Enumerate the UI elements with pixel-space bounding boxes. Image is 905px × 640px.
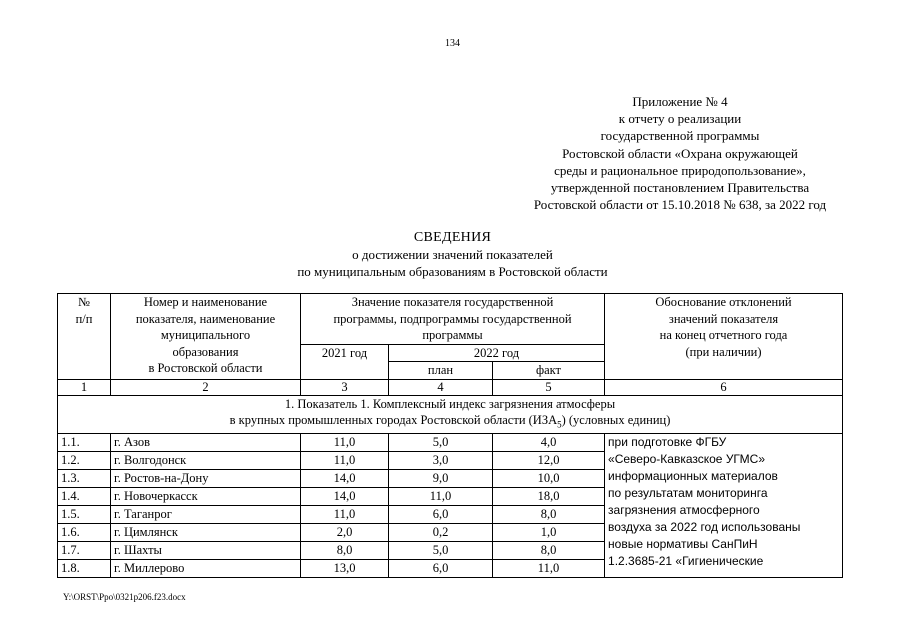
- row-2021: 14,0: [301, 470, 389, 488]
- header-text: Значение показателя государственной: [351, 295, 554, 309]
- appendix-line: среды и рациональное природопользование»,: [554, 162, 806, 178]
- row-num: 1.4.: [58, 488, 111, 506]
- row-plan: 6,0: [389, 560, 493, 578]
- row-2021: 8,0: [301, 542, 389, 560]
- header-fact: факт: [493, 362, 605, 380]
- justification-line: новые нормативы СанПиН: [608, 537, 758, 551]
- row-name: г. Цимлянск: [111, 524, 301, 542]
- row-num: 1.3.: [58, 470, 111, 488]
- row-plan: 0,2: [389, 524, 493, 542]
- appendix-line: утвержденной постановлением Правительства: [550, 180, 810, 196]
- header-text: программы, подпрограммы государственной: [333, 311, 572, 326]
- appendix-line: Приложение № 4: [632, 94, 728, 109]
- justification-line: загрязнения атмосферного: [608, 503, 760, 517]
- header-justification: [605, 294, 843, 380]
- column-number: 3: [301, 379, 389, 395]
- row-plan: 5,0: [389, 542, 493, 560]
- header-text: Номер и наименование: [143, 295, 268, 309]
- header-text: №: [78, 295, 90, 309]
- row-2021: 14,0: [301, 488, 389, 506]
- file-path-footer: Y:\ORST\Ppo\0321p206.f23.docx: [63, 592, 186, 602]
- row-name: г. Таганрог: [111, 506, 301, 524]
- column-number: 2: [111, 379, 301, 395]
- row-2021: 11,0: [301, 506, 389, 524]
- row-fact: 11,0: [493, 560, 605, 578]
- section-line: 1. Показатель 1. Комплексный индекс загрязнения атмосферы: [284, 396, 616, 411]
- header-text: показателя, наименование: [135, 311, 276, 326]
- header-text: п/п: [75, 311, 93, 326]
- appendix-line: к отчету о реализации: [618, 111, 742, 127]
- header-text: (при наличии): [685, 344, 762, 359]
- row-num: 1.6.: [58, 524, 111, 542]
- row-plan: 3,0: [389, 452, 493, 470]
- justification-line: воздуха за 2022 год использованы: [608, 520, 801, 534]
- header-text: Обоснование отклонений: [655, 295, 792, 309]
- header-text: муниципального: [160, 328, 251, 342]
- row-fact: 10,0: [493, 470, 605, 488]
- row-fact: 8,0: [493, 542, 605, 560]
- column-number: 1: [58, 379, 111, 395]
- row-plan: 5,0: [389, 434, 493, 452]
- header-2022: 2022 год: [389, 344, 605, 362]
- section-line: [61, 412, 839, 433]
- section-header: [58, 395, 843, 434]
- justification-line: при подготовке ФГБУ: [608, 435, 727, 449]
- appendix-header: [500, 93, 860, 213]
- justification-line: «Северо-Кавказское УГМС»: [608, 452, 765, 466]
- justification-line: по результатам мониторинга: [608, 486, 768, 500]
- row-2021: 13,0: [301, 560, 389, 578]
- header-num: [58, 294, 111, 380]
- header-text: значений показателя: [668, 311, 779, 326]
- table-row: [58, 434, 843, 452]
- column-number: 4: [389, 379, 493, 395]
- justification-cell: [605, 434, 843, 578]
- section-subscript: 5: [557, 419, 562, 430]
- section-text: ) (условных единиц): [561, 413, 671, 427]
- row-name: г. Азов: [111, 434, 301, 452]
- appendix-line: государственной программы: [600, 128, 760, 144]
- document-subtitle: по муниципальным образованиям в Ростовской области: [297, 264, 608, 279]
- document-title: СВЕДЕНИЯ: [413, 230, 492, 245]
- row-fact: 12,0: [493, 452, 605, 470]
- header-2021: 2021 год: [301, 344, 389, 379]
- row-num: 1.8.: [58, 560, 111, 578]
- row-plan: 11,0: [389, 488, 493, 506]
- row-name: г. Новочеркасск: [111, 488, 301, 506]
- column-number: 6: [605, 379, 843, 395]
- header-text: на конец отчетного года: [659, 328, 788, 342]
- header-text: в Ростовской области: [148, 361, 263, 375]
- row-plan: 9,0: [389, 470, 493, 488]
- section-text: в крупных промышленных городах Ростовской области (ИЗА: [229, 413, 558, 427]
- indicators-table: [57, 293, 843, 578]
- appendix-line: Ростовской области от 15.10.2018 № 638, за 2022 год: [533, 197, 827, 213]
- row-name: г. Волгодонск: [111, 452, 301, 470]
- justification-line: информационных материалов: [608, 469, 778, 483]
- justification-line: 1.2.3685-21 «Гигиенические: [608, 554, 764, 568]
- row-name: г. Ростов-на-Дону: [111, 470, 301, 488]
- header-text: программы: [422, 328, 483, 342]
- document-subtitle: о достижении значений показателей: [352, 247, 553, 262]
- document-titles: [0, 229, 905, 280]
- row-name: г. Миллерово: [111, 560, 301, 578]
- page-number: 134: [445, 38, 460, 49]
- header-plan: план: [389, 362, 493, 380]
- row-fact: 1,0: [493, 524, 605, 542]
- row-plan: 6,0: [389, 506, 493, 524]
- header-value: [301, 294, 605, 345]
- row-num: 1.1.: [58, 434, 111, 452]
- header-name: [111, 294, 301, 380]
- column-number: 5: [493, 379, 605, 395]
- appendix-line: Ростовской области «Охрана окружающей: [562, 145, 798, 161]
- row-fact: 4,0: [493, 434, 605, 452]
- row-num: 1.5.: [58, 506, 111, 524]
- header-text: образования: [172, 344, 239, 359]
- row-num: 1.7.: [58, 542, 111, 560]
- row-fact: 8,0: [493, 506, 605, 524]
- row-name: г. Шахты: [111, 542, 301, 560]
- row-2021: 11,0: [301, 452, 389, 470]
- row-2021: 2,0: [301, 524, 389, 542]
- row-fact: 18,0: [493, 488, 605, 506]
- row-2021: 11,0: [301, 434, 389, 452]
- row-num: 1.2.: [58, 452, 111, 470]
